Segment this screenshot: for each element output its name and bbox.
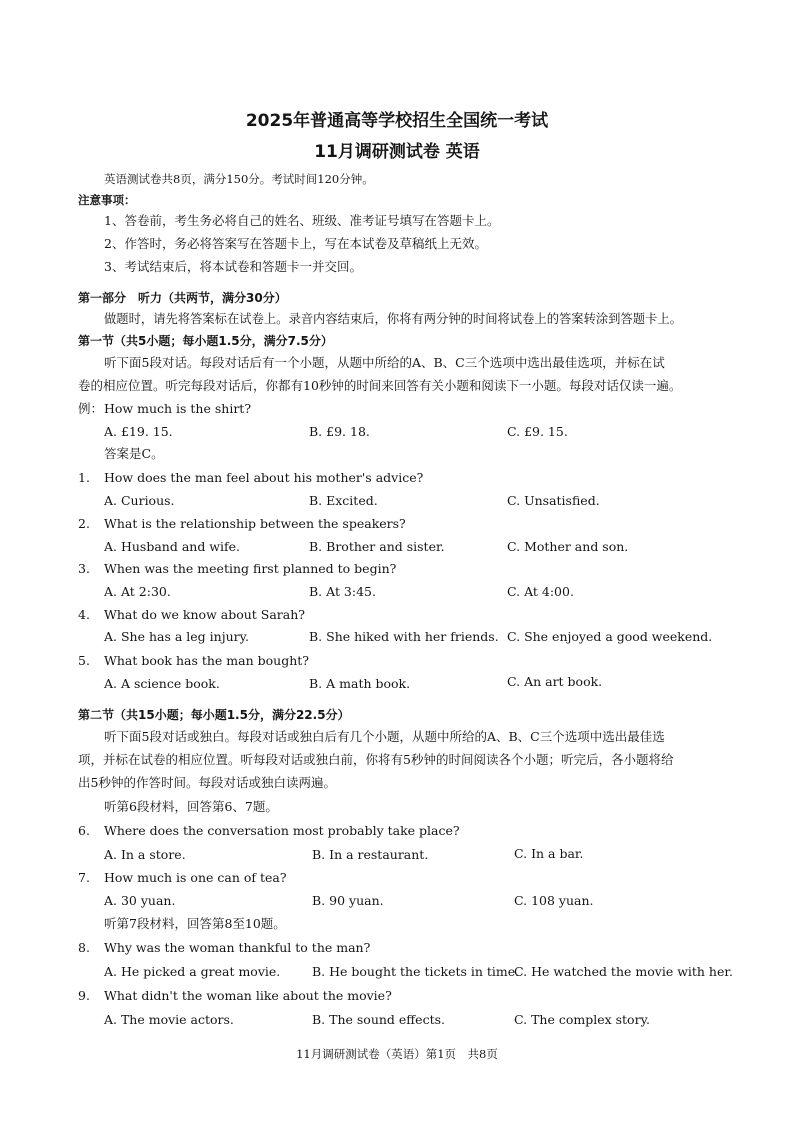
option-c: C. Mother and son. [507,539,629,554]
example-question: How much is the shirt? [104,401,252,416]
option-a: A. A science book. [104,676,220,691]
question-number: 8. [78,940,90,955]
question-text: Why was the woman thankful to the man? [104,940,371,955]
question-text: What do we know about Sarah? [104,607,305,622]
option-c: C. An art book. [507,674,603,689]
part-instruction: 做题时，请先将答案标在试卷上。录音内容结束后，你将有两分钟的时间将试卷上的答案转涂到答题卡上。 [104,312,682,326]
option-c: C. £9. 15. [507,424,568,439]
option-a: A. Curious. [104,493,175,508]
section-instruction: 出5秒钟的作答时间。每段对话或独白读两遍。 [78,775,336,790]
option-c: C. In a bar. [514,846,584,861]
section-instruction: 项，并标在试卷的相应位置。听每段对话或独白前，你将有5秒钟的时间阅读各个小题；听完后，各小题将给 [78,752,674,767]
option-c: C. At 4:00. [507,584,574,599]
question-number: 7. [78,870,90,885]
option-c: C. 108 yuan. [514,893,594,908]
question-number: 6. [78,823,90,838]
exam-info: 英语测试卷共8页，满分150分。考试时间120分钟。 [104,172,374,186]
question-number: 3. [78,561,90,576]
example-label: 例： [78,401,104,416]
option-b: B. Brother and sister. [309,539,445,554]
section-heading: 第二节（共15小题；每小题1.5分，满分22.5分） [78,708,350,722]
question-text: What is the relationship between the speakers? [104,516,406,531]
option-c: C. Unsatisfied. [507,493,600,508]
option-a: A. She has a leg injury. [104,629,249,644]
option-a: A. He picked a great movie. [104,964,281,979]
option-b: B. In a restaurant. [312,847,429,862]
option-b: B. She hiked with her friends. [309,629,499,644]
question-text: What didn't the woman like about the movie? [104,988,392,1003]
option-b: B. He bought the tickets in time. [312,964,520,979]
question-text: How much is one can of tea? [104,870,287,885]
notice-heading: 注意事项： [78,193,136,207]
question-number: 5. [78,653,90,668]
option-b: B. At 3:45. [309,584,376,599]
question-text: When was the meeting first planned to begin? [104,561,397,576]
option-c: C. He watched the movie with her. [514,964,733,979]
page-footer: 11月调研测试卷（英语）第1页 共8页 [296,1047,498,1061]
part-heading: 第一部分 听力（共两节，满分30分） [78,291,287,305]
section-instruction: 听下面5段对话或独白。每段对话或独白后有几个小题，从题中所给的A、B、C三个选项中选出最佳选 [104,729,665,744]
option-c: C. The complex story. [514,1012,650,1027]
option-b: B. Excited. [309,493,378,508]
option-c: C. She enjoyed a good weekend. [507,629,713,644]
question-text: What book has the man bought? [104,653,309,668]
option-b: B. A math book. [309,676,411,691]
notice-item: 2、作答时，务必将答案写在答题卡上，写在本试卷及草稿纸上无效。 [104,236,487,251]
question-number: 2. [78,516,90,531]
section-heading: 第一节（共5小题；每小题1.5分，满分7.5分） [78,334,333,348]
material-note: 听第7段材料，回答第8至10题。 [104,916,286,931]
option-b: B. The sound effects. [312,1012,445,1027]
exam-subtitle: 11月调研测试卷 英语 [314,142,480,162]
question-number: 1. [78,470,90,485]
notice-item: 1、答卷前，考生务必将自己的姓名、班级、准考证号填写在答题卡上。 [104,213,500,228]
option-a: A. Husband and wife. [104,539,240,554]
option-b: B. 90 yuan. [312,893,384,908]
exam-title: 2025年普通高等学校招生全国统一考试 [245,111,549,131]
question-number: 9. [78,988,90,1003]
question-text: How does the man feel about his mother's advice? [104,470,424,485]
option-a: A. At 2:30. [104,584,171,599]
question-text: Where does the conversation most probably take place? [104,823,460,838]
material-note: 听第6段材料，回答第6、7题。 [104,799,278,814]
section-instruction: 卷的相应位置。听完每段对话后，你都有10秒钟的时间来回答有关小题和阅读下一小题。每段对话仅读一遍。 [78,378,682,393]
option-a: A. The movie actors. [104,1012,234,1027]
option-b: B. £9. 18. [309,424,370,439]
option-a: A. £19. 15. [104,424,173,439]
option-a: A. 30 yuan. [104,893,176,908]
example-answer: 答案是C。 [104,446,164,461]
section-instruction: 听下面5段对话。每段对话后有一个小题，从题中所给的A、B、C三个选项中选出最佳选项，并标在试 [104,355,665,370]
option-a: A. In a store. [104,847,186,862]
notice-item: 3、考试结束后，将本试卷和答题卡一并交回。 [104,259,362,274]
question-number: 4. [78,607,90,622]
